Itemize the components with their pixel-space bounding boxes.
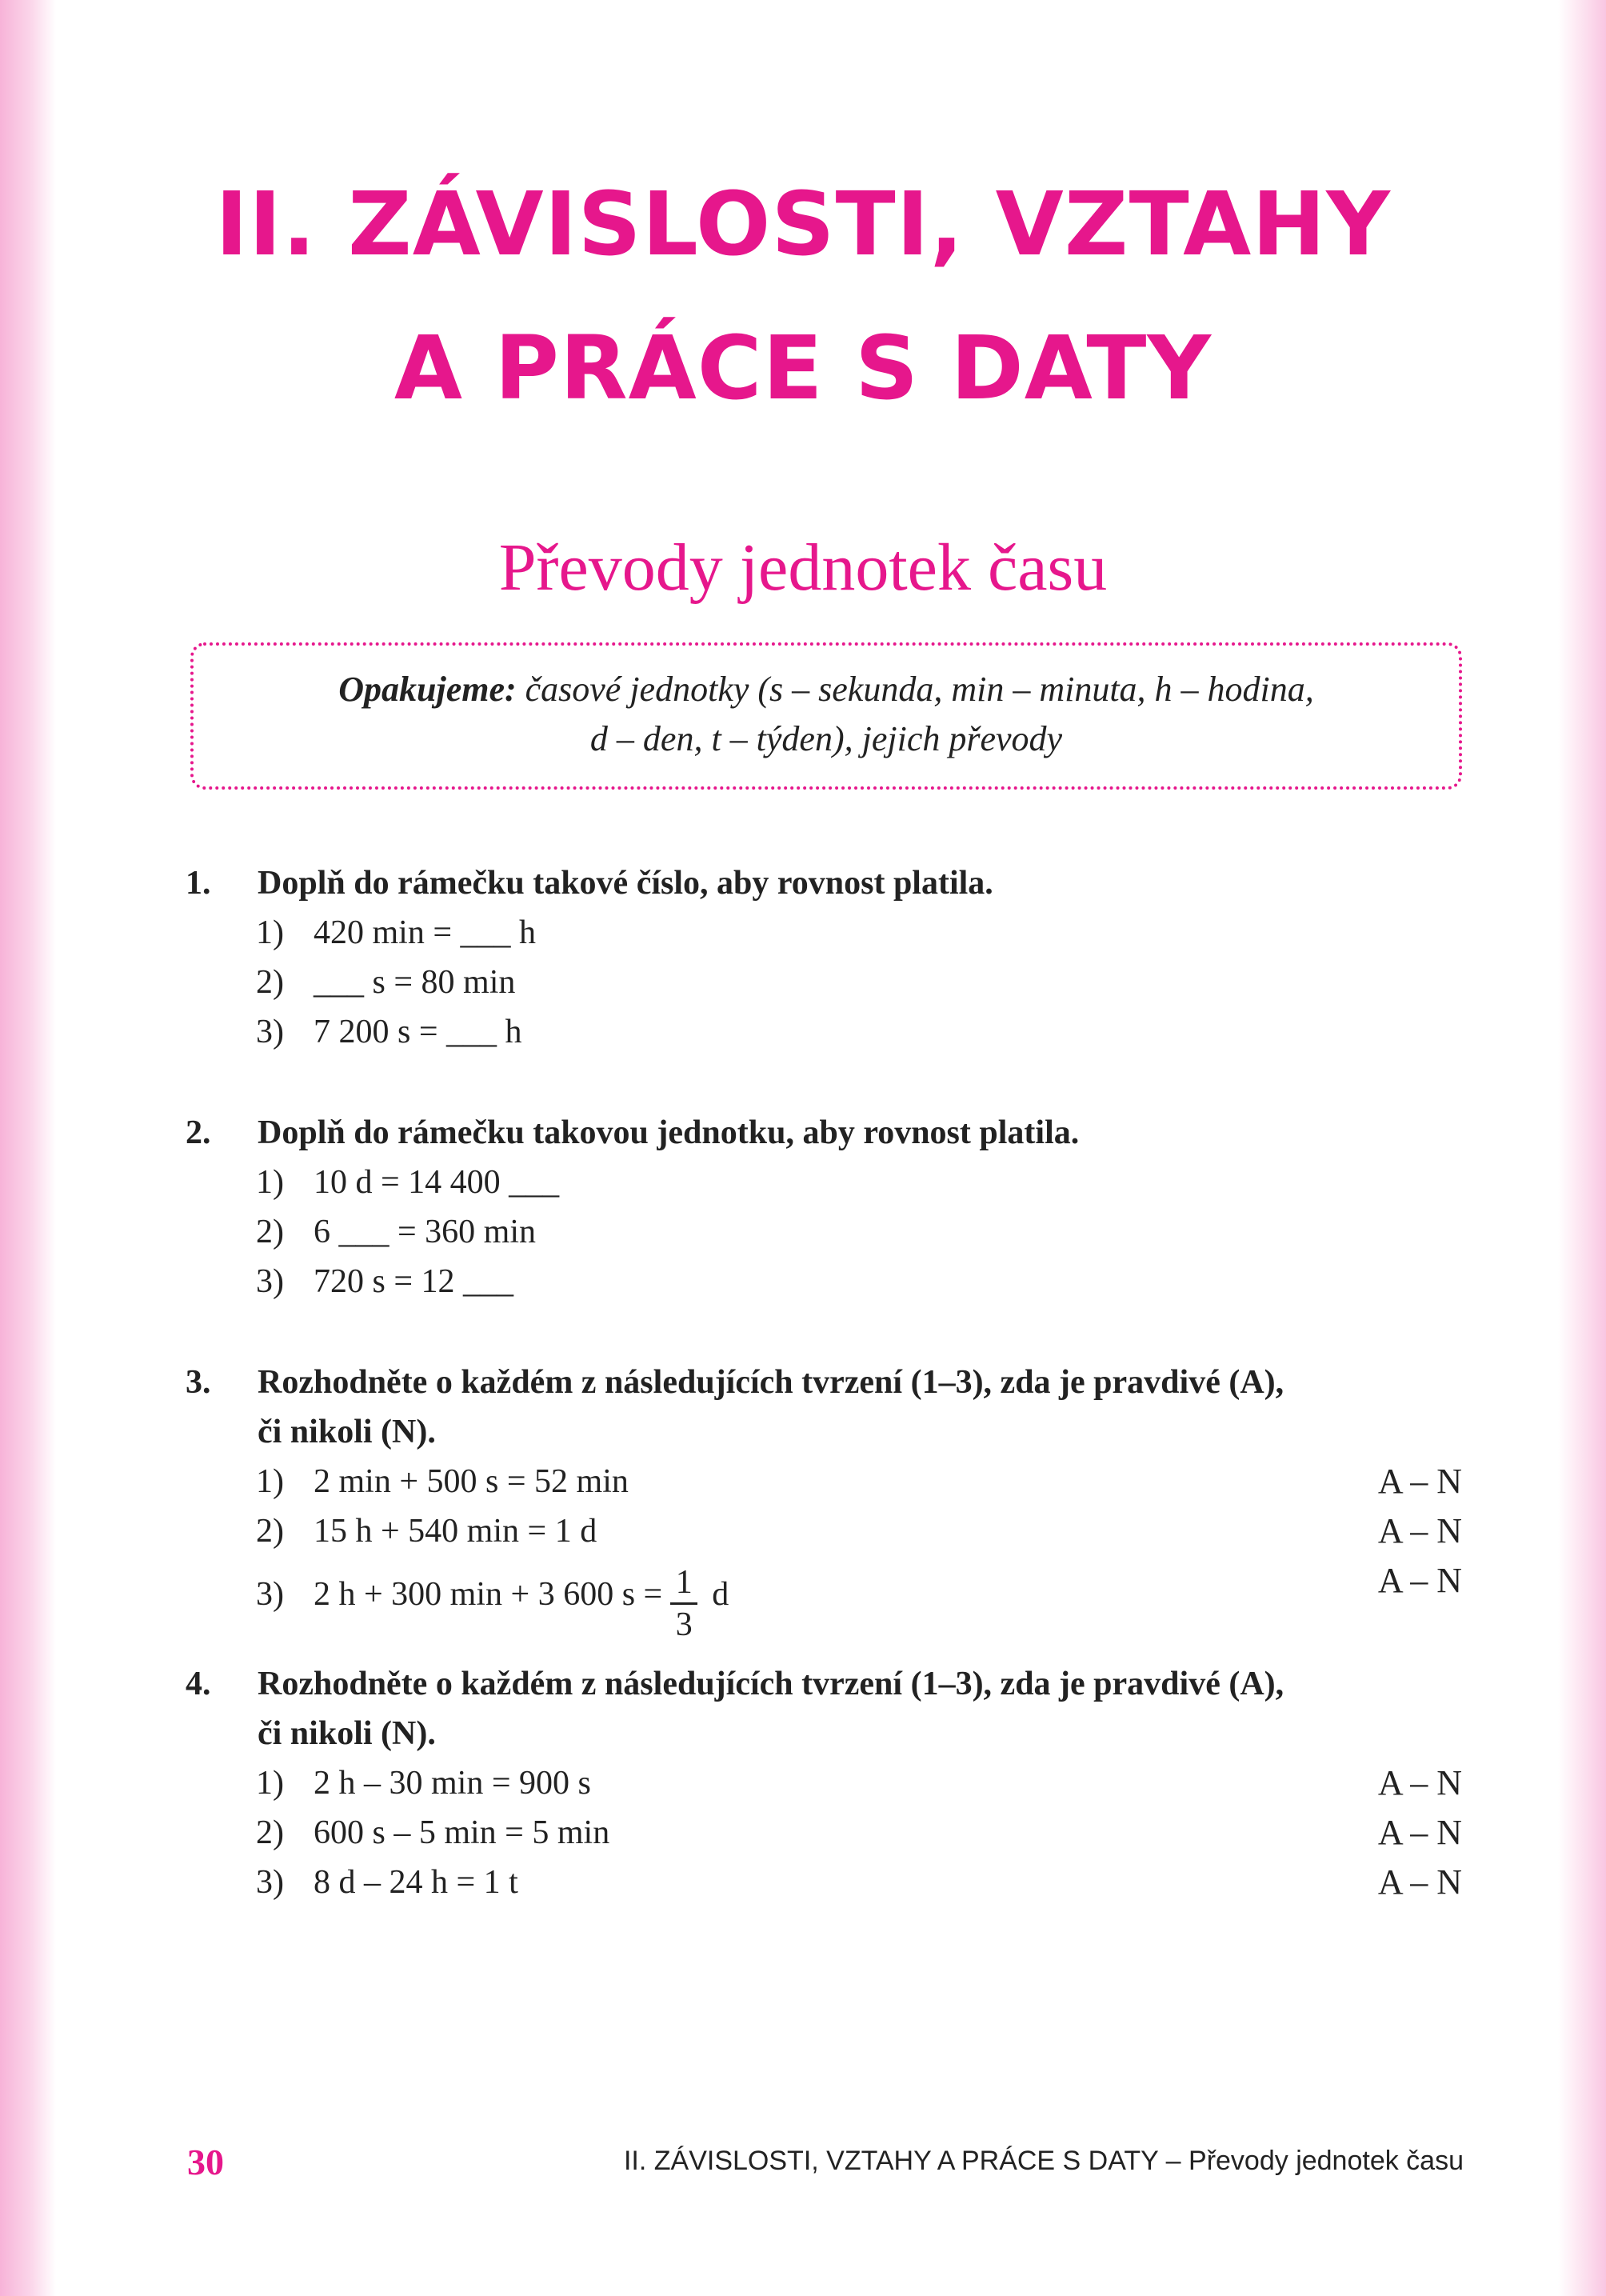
item-number: 3): [256, 1864, 284, 1901]
task-item: [256, 1758, 1465, 1808]
item-number: 1): [256, 914, 284, 951]
task-item: [256, 1808, 1465, 1858]
task-item: [256, 1556, 1465, 1643]
item-unit: d: [712, 1576, 729, 1614]
task-item: [256, 1457, 1465, 1506]
task-number: 4.: [186, 1666, 211, 1702]
task-instruction-line-1: Rozhodněte o každém z následujících tvrzení (1–3), zda je pravdivé (A),: [258, 1364, 1284, 1401]
task-3: [186, 1358, 1465, 1643]
item-text: 2 h – 30 min = 900 s: [314, 1765, 591, 1802]
chapter-title-line-2: A PRÁCE S DATY: [394, 317, 1212, 419]
item-text: 7 200 s = ___ h: [314, 1014, 522, 1050]
fraction-denominator: 3: [675, 1606, 693, 1643]
task-instruction: Doplň do rámečku takové číslo, aby rovnost platila.: [258, 865, 993, 902]
task-4: [186, 1659, 1465, 1907]
item-text: ___ s = 80 min: [314, 964, 516, 1001]
recap-lead: Opakujeme:: [338, 670, 517, 709]
item-text: 10 d = 14 400 ___: [314, 1164, 560, 1201]
fraction: [670, 1562, 697, 1645]
task-2-heading: [186, 1108, 1465, 1158]
task-instruction-line-2: či nikoli (N).: [258, 1414, 436, 1450]
task-4-heading: [186, 1659, 1465, 1758]
task-number: 3.: [186, 1364, 211, 1401]
answer-choice: A – N: [1377, 1462, 1462, 1501]
item-number: 2): [256, 1513, 284, 1550]
fraction-numerator: 1: [675, 1564, 693, 1601]
task-2: [186, 1108, 1465, 1306]
answer-choice: A – N: [1377, 1862, 1462, 1902]
task-item: [256, 1506, 1465, 1556]
task-number: 1.: [186, 865, 211, 902]
answer-choice: A – N: [1377, 1763, 1462, 1802]
item-number: 2): [256, 1814, 284, 1851]
task-item: [256, 1858, 1465, 1907]
section-title: Převody jednotek času: [498, 530, 1108, 605]
task-instruction: Doplň do rámečku takovou jednotku, aby rovnost platila.: [258, 1114, 1080, 1151]
task-item: [256, 958, 1465, 1007]
item-text: 720 s = 12 ___: [314, 1263, 514, 1300]
page-number: 30: [187, 2142, 224, 2182]
task-1-heading: [186, 858, 1465, 908]
item-text: 15 h + 540 min = 1 d: [314, 1513, 597, 1550]
item-number: 3): [256, 1576, 284, 1614]
item-number: 2): [256, 1214, 284, 1250]
task-instruction-line-2: či nikoli (N).: [258, 1715, 436, 1752]
task-instruction-line-1: Rozhodněte o každém z následujících tvrzení (1–3), zda je pravdivé (A),: [258, 1666, 1284, 1702]
recap-text-1: časové jednotky (s – sekunda, min – minuta, h – hodina,: [516, 670, 1314, 709]
item-text: 2 h + 300 min + 3 600 s =: [314, 1576, 663, 1614]
task-item: [256, 1158, 1465, 1207]
item-number: 2): [256, 964, 284, 1001]
item-number: 1): [256, 1463, 284, 1500]
answer-choice: A – N: [1377, 1561, 1462, 1600]
item-number: 3): [256, 1263, 284, 1300]
task-3-heading: [186, 1358, 1465, 1457]
answer-choice: A – N: [1377, 1813, 1462, 1852]
recap-line-2: d – den, t – týden), jejich převody: [589, 719, 1063, 758]
item-number: 3): [256, 1014, 284, 1050]
item-text: 420 min = ___ h: [314, 914, 537, 951]
recap-line-1: [194, 665, 1459, 714]
task-1: [186, 858, 1465, 1057]
task-item: [256, 1007, 1465, 1057]
chapter-title-line-1: II. ZÁVISLOSTI, VZTAHY: [215, 173, 1391, 275]
task-item: [256, 1257, 1465, 1306]
item-number: 1): [256, 1765, 284, 1802]
task-item: [256, 1207, 1465, 1257]
recap-box: [190, 642, 1462, 790]
item-text: 8 d – 24 h = 1 t: [314, 1864, 518, 1901]
task-item: [256, 908, 1465, 958]
item-text: 2 min + 500 s = 52 min: [314, 1463, 629, 1500]
item-number: 1): [256, 1164, 284, 1201]
chapter-title: [0, 152, 1606, 440]
running-title: II. ZÁVISLOSTI, VZTAHY A PRÁCE S DATY – Převody jednotek času: [623, 2146, 1464, 2176]
task-number: 2.: [186, 1114, 211, 1151]
item-text: 6 ___ = 360 min: [314, 1214, 537, 1250]
item-text: 600 s – 5 min = 5 min: [314, 1814, 610, 1851]
answer-choice: A – N: [1377, 1511, 1462, 1550]
